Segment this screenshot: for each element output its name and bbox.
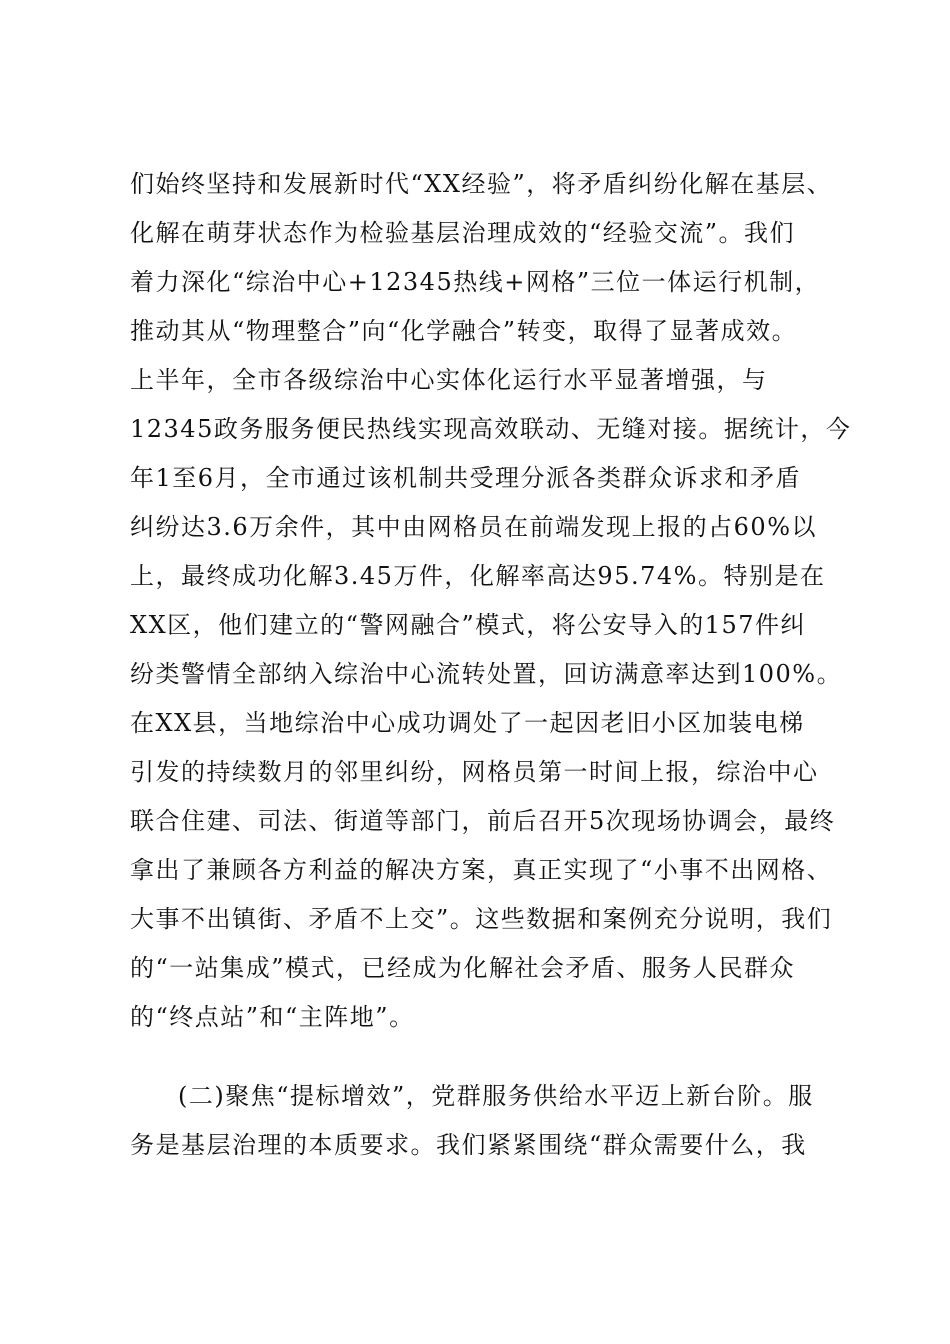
paragraph-1-line-4: 推动其从“物理整合”向“化学融合”转变，取得了显著成效。: [130, 317, 798, 345]
paragraph-1-line-15: 拿出了兼顾各方利益的解决方案，真正实现了“小事不出网格、: [130, 856, 833, 884]
paragraph-1-line-9: 上，最终成功化解3.45万件，化解率高达95.74%。特别是在: [130, 562, 826, 590]
paragraph-1-line-7: 年1至6月，全市通过该机制共受理分派各类群众诉求和矛盾: [130, 464, 802, 492]
paragraph-1-line-5: 上半年，全市各级综治中心实体化运行水平显著增强，与: [130, 366, 768, 394]
paragraph-1-line-17: 的“一站集成”模式，已经成为化解社会矛盾、服务人民群众: [130, 954, 796, 982]
paragraph-1-line-6: 12345政务服务便民热线实现高效联动、无缝对接。据统计，今: [130, 415, 852, 443]
paragraph-2-line-1: (二)聚焦“提标增效”，党群服务供给水平迈上新台阶。服: [178, 1082, 814, 1110]
paragraph-1-line-3: 着力深化“综治中心+12345热线+网格”三位一体运行机制，: [130, 268, 821, 296]
paragraph-1-line-18: 的“终点站”和“主阵地”。: [130, 1003, 415, 1031]
paragraph-1-line-10: XX区，他们建立的“警网融合”模式，将公安导入的157件纠: [130, 611, 807, 639]
paragraph-1-line-14: 联合住建、司法、街道等部门，前后召开5次现场协调会，最终: [130, 807, 836, 835]
paragraph-1-line-8: 纠纷达3.6万余件，其中由网格员在前端发现上报的占60%以: [130, 513, 818, 541]
paragraph-1-line-11: 纷类警情全部纳入综治中心流转处置，回访满意率达到100%。: [130, 660, 843, 688]
paragraph-1-line-1: 们始终坚持和发展新时代“XX经验”，将矛盾纠纷化解在基层、: [130, 170, 833, 198]
paragraph-1-line-2: 化解在萌芽状态作为检验基层治理成效的“经验交流”。我们: [130, 219, 796, 247]
paragraph-1-line-16: 大事不出镇街、矛盾不上交”。这些数据和案例充分说明，我们: [130, 905, 833, 933]
paragraph-1-line-13: 引发的持续数月的邻里纠纷，网格员第一时间上报，综治中心: [130, 758, 819, 786]
paragraph-1-line-12: 在XX县，当地综治中心成功调处了一起因老旧小区加装电梯: [130, 709, 805, 737]
paragraph-2-line-2: 务是基层治理的本质要求。我们紧紧围绕“群众需要什么，我: [130, 1131, 807, 1159]
